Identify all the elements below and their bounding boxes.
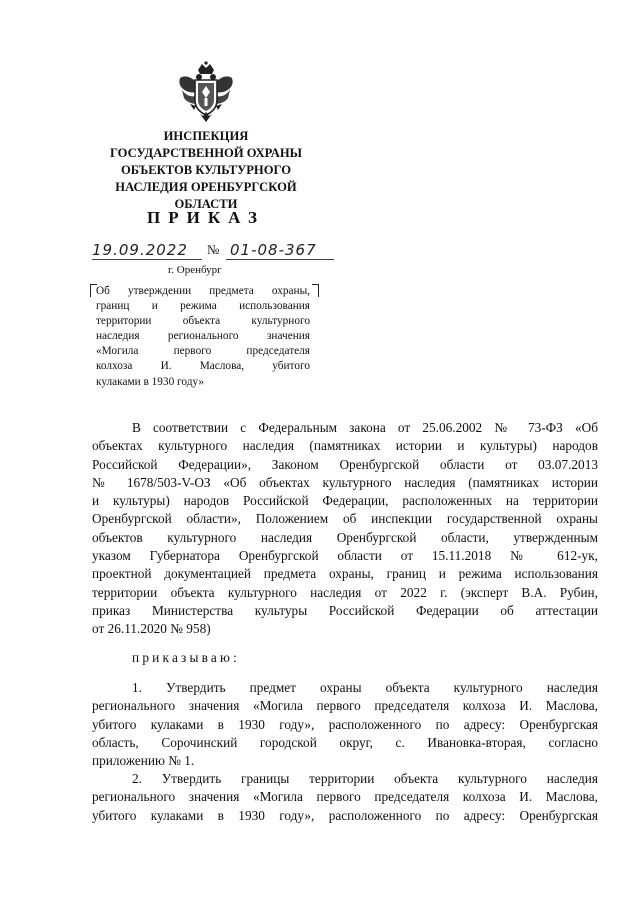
order-date: 19.09.2022: [92, 241, 188, 259]
organization-name-line: ГОСУДАРСТВЕННОЙ ОХРАНЫ: [109, 146, 303, 160]
order-directive: приказываю:: [132, 650, 241, 665]
organization-name-line: НАСЛЕДИЯ ОРЕНБУРГСКОЙ: [115, 180, 297, 194]
order-item-2: [92, 770, 598, 825]
paragraph-line: объектов культурного наследия Оренбургской области, утвержденным: [92, 529, 598, 545]
paragraph-line: регионального значения «Могила первого председателя колхоза И. Маслова,: [92, 698, 598, 714]
paragraph-line: Российской Федерации», Законом Оренбургской области от 03.07.2013: [92, 456, 598, 472]
paragraph-line: регионального значения «Могила первого председателя колхоза И. Маслова,: [92, 789, 598, 805]
organization-name-line: ИНСПЕКЦИЯ: [163, 129, 249, 143]
document-title: ПРИКАЗ: [147, 208, 265, 227]
paragraph-line: 1. Утвердить предмет охраны объекта культурного наследия: [132, 680, 598, 695]
paragraph-line: объектах культурного наследия (памятниках истории и культуры) народов: [92, 438, 598, 454]
paragraph-line: убитого кулаками в 1930 году», расположенного по адресу: Оренбургская: [92, 807, 598, 823]
number-underline: [226, 259, 334, 260]
paragraph-line: область, Сорочинский городской округ, с. Ивановка-вторая, согласно: [92, 734, 598, 750]
organization-name: [88, 128, 324, 213]
paragraph-line: 2. Утвердить границы территории объекта культурного наследия: [132, 771, 598, 786]
subject-line: кулаками в 1930 году»: [96, 375, 205, 388]
order-subject: [96, 284, 310, 390]
paragraph-line: приложению № 1.: [92, 753, 195, 769]
paragraph-line: от 26.11.2020 № 958): [92, 621, 211, 637]
date-number-line: [92, 241, 342, 265]
paragraph-line: проектной документацией предмета охраны, границ и режима использования: [92, 566, 598, 582]
paragraph-line: Оренбургской области», Положением об инспекции государственной охраны: [92, 511, 598, 527]
preamble-paragraph: [92, 419, 598, 639]
subject-line: границ и режима использования: [96, 300, 310, 313]
subject-line: Об утверждении предмета охраны,: [96, 285, 310, 297]
subject-line: «Могила первого председателя: [96, 345, 310, 358]
subject-line: территории объекта культурного: [96, 315, 310, 328]
order-number: 01-08-367: [230, 241, 317, 259]
paragraph-line: и культуры) народов Российской Федерации, расположенных на территории: [92, 493, 598, 509]
paragraph-line: № 1678/503-V-ОЗ «Об объектах культурного наследия (памятниках истории: [92, 474, 598, 490]
coat-of-arms-icon: [176, 60, 236, 126]
organization-name-line: ОБЛАСТИ: [174, 197, 238, 211]
organization-name-line: ОБЪЕКТОВ КУЛЬТУРНОГО: [120, 163, 292, 177]
paragraph-line: территории объекта культурного наследия от 2022 г. (эксперт В.А. Рубин,: [92, 584, 598, 600]
paragraph-line: указом Губернатора Оренбургской области от 15.11.2018 № 612-ук,: [92, 548, 598, 564]
subject-line: наследия регионального значения: [96, 330, 310, 343]
subject-corner-right: [312, 284, 319, 297]
paragraph-line: приказ Министерства культуры Российской Федерации об аттестации: [92, 602, 598, 618]
number-sign: №: [207, 242, 220, 257]
city: г. Оренбург: [168, 264, 222, 276]
paragraph-line: убитого кулаками в 1930 году», расположенного по адресу: Оренбургская: [92, 716, 598, 732]
subject-line: колхоза И. Маслова, убитого: [96, 360, 310, 373]
paragraph-line: В соответствии с Федеральным закона от 25.06.2002 № 73-ФЗ «Об: [132, 420, 598, 435]
order-item-1: [92, 679, 598, 770]
date-underline: [92, 259, 202, 260]
coat-of-arms-emblem: [176, 60, 236, 126]
